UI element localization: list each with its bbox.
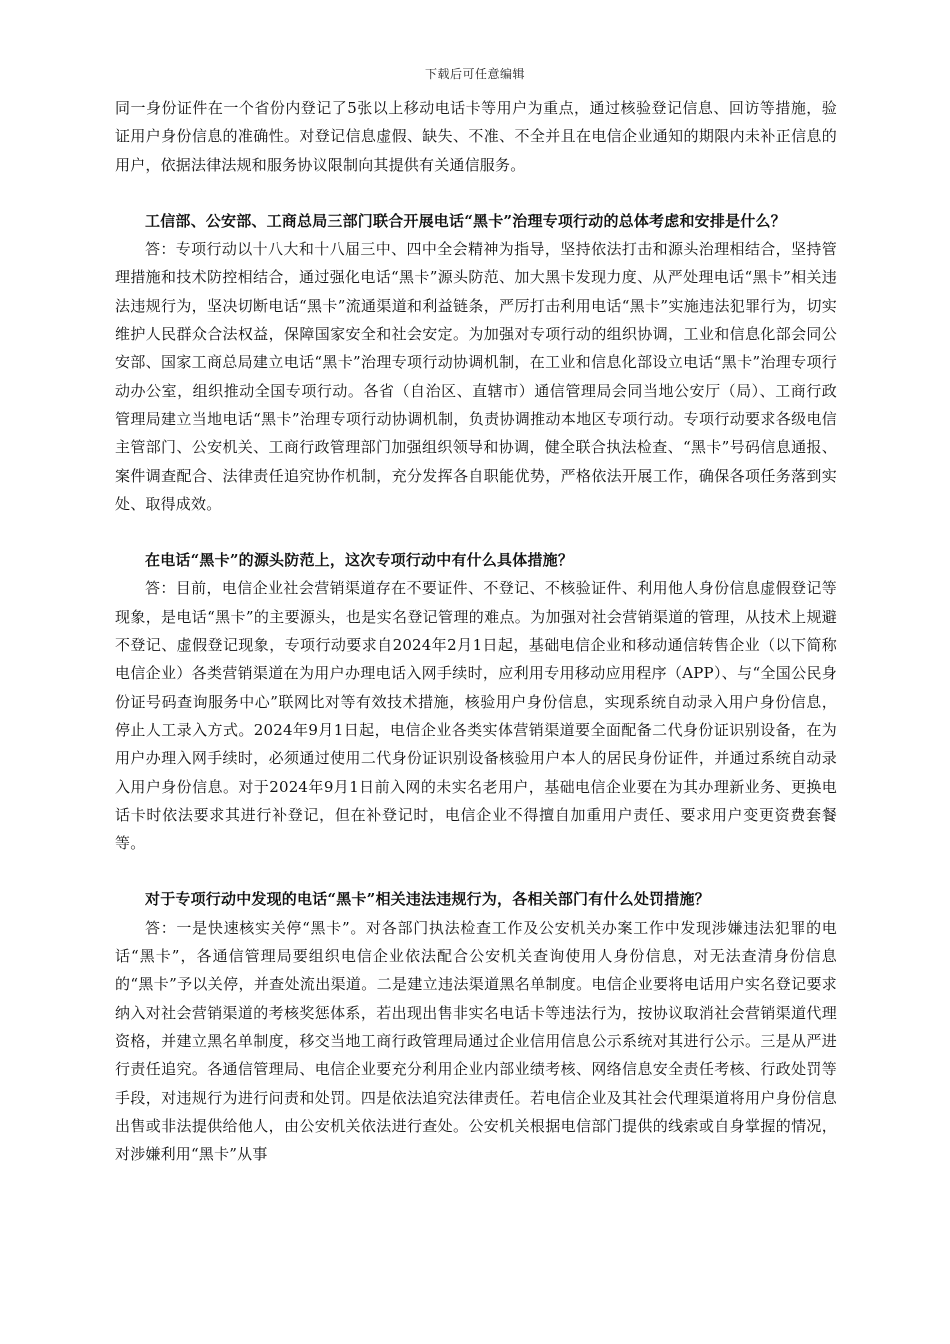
section-gap [115,179,837,207]
question-heading-1: 工信部、公安部、工商总局三部门联合开展电话“黑卡”治理专项行动的总体考虑和安排是什么？ [145,211,786,230]
answer-paragraph-3: 答：一是快速核实关停“黑卡”。对各部门执法检查工作及公安机关办案工作中发现涉嫌违法犯罪的电话“黑卡”，各通信管理局要组织电信企业依法配合公安机关查询使用人身份信息，对无法查清身份信息的“黑卡”予以关停，并查处流出渠道。二是建立违法渠道黑名单制度。电信企业要将电话用户实名登记要求纳入对社会营销渠道的考核奖惩体系，若出现出售非实名电话卡等违法行为，按协议取消社会营销渠道代理资格，并建立黑名单制度，移交当地工商行政管理局通过企业信用信息公示系统对其进行公示。三是从严进行责任追究。各通信管理局、电信企业要充分利用企业内部业绩考核、网络信息安全责任考核、行政处罚等手段，对违规行为进行问责和处罚。四是依法追究法律责任。若电信企业及其社会代理渠道将用户身份信息出售或非法提供给他人，由公安机关依法进行查处。公安机关根据电信部门提供的线索或自身掌握的情况，对涉嫌利用“黑卡”从事 [115,918,837,1164]
answer-paragraph-2: 答：目前，电信企业社会营销渠道存在不要证件、不登记、不核验证件、利用他人身份信息虚假登记等现象，是电话“黑卡”的主要源头，也是实名登记管理的难点。为加强对社会营销渠道的管理，从技术上规避不登记、虚假登记现象，专项行动要求自2024年2月1日起，基础电信企业和移动通信转售企业（以下简称电信企业）各类营销渠道在为用户办理电话入网手续时，应利用专用移动应用程序（APP）、与“全国公民身份证号码查询服务中心”联网比对等有效技术措施，核验用户身份信息，实现系统自动录入用户身份信息，停止人工录入方式。2024年9月1日起，电信企业各类实体营销渠道要全面配备二代身份证识别设备，在为用户办理入网手续时，必须通过使用二代身份证识别设备核验用户本人的居民身份证件，并通过系统自动录入用户身份信息。对于2024年9月1日前入网的未实名老用户，基础电信企业要在为其办理新业务、更换电话卡时依法要求其进行补登记，但在补登记时，电信企业不得擅自加重用户责任、要求用户变更资费套餐等。 [115,579,837,853]
intro-paragraph: 同一身份证件在一个省份内登记了5张以上移动电话卡等用户为重点，通过核验登记信息、回访等措施，验证用户身份信息的准确性。对登记信息虚假、缺失、不准、不全并且在电信企业通知的期限内未补正信息的用户，依据法律法规和服务协议限制向其提供有关通信服务。 [115,99,837,174]
document-body [115,94,837,1168]
section-gap [115,518,837,546]
question-heading-3: 对于专项行动中发现的电话“黑卡”相关违法违规行为，各相关部门有什么处罚措施？ [145,890,710,909]
question-heading-2: 在电话“黑卡”的源头防范上，这次专项行动中有什么具体措施？ [145,551,574,570]
section-gap [115,857,837,885]
page-header: 下载后可任意编辑 [424,67,525,81]
answer-paragraph-1: 答：专项行动以十八大和十八届三中、四中全会精神为指导，坚持依法打击和源头治理相结合，坚持管理措施和技术防控相结合，通过强化电话“黑卡”源头防范、加大黑卡发现力度、从严处理电话“黑卡”相关违法违规行为，坚决切断电话“黑卡”流通渠道和利益链条，严厉打击利用电话“黑卡”实施违法犯罪行为，切实维护人民群众合法权益，保障国家安全和社会安定。为加强对专项行动的组织协调，工业和信息化部会同公安部、国家工商总局建立电话“黑卡”治理专项行动协调机制，在工业和信息化部设立电话“黑卡”治理专项行动办公室，组织推动全国专项行动。各省（自治区、直辖市）通信管理局会同当地公安厅（局）、工商行政管理局建立当地电话“黑卡”治理专项行动协调机制，负责协调推动本地区专项行动。专项行动要求各级电信主管部门、公安机关、工商行政管理部门加强组织领导和协调，健全联合执法检查、“黑卡”号码信息通报、案件调查配合、法律责任追究协作机制，充分发挥各自职能优势，严格依法开展工作，确保各项任务落到实处、取得成效。 [115,240,837,513]
